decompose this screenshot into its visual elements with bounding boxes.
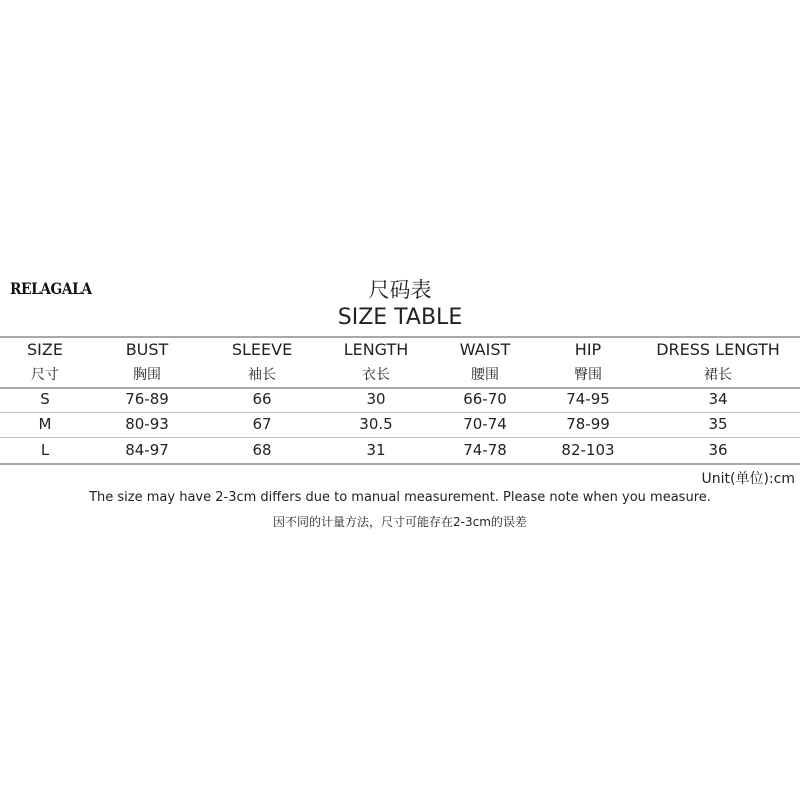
cell-bust: 76-89	[125, 390, 169, 408]
cell-length: 30	[366, 390, 386, 408]
header-size-cn: 尺寸	[31, 367, 59, 383]
cell-size: M	[38, 415, 52, 433]
brand-logo: RELAGALA	[10, 279, 92, 298]
header-dress-length: DRESS LENGTH	[656, 340, 780, 359]
header-hip: HIP	[574, 340, 602, 359]
header-bust: BUST	[125, 340, 169, 359]
header-dress-length-cn: 裙长	[704, 367, 732, 383]
cell-size: S	[40, 390, 50, 408]
header-size: SIZE	[27, 340, 63, 359]
measurement-note: The size may have 2-3cm differs due to manual measurement. Please note when you measure.	[89, 490, 711, 505]
measurement-note-chinese: 因不同的计量方法，尺寸可能存在2-3cm的误差	[273, 515, 527, 529]
cell-waist: 74-78	[463, 441, 507, 459]
cell-dress-length: 35	[708, 415, 728, 433]
cell-dress-length: 36	[708, 441, 728, 459]
header-hip-cn: 臀围	[574, 367, 602, 383]
cell-bust: 84-97	[125, 441, 169, 459]
cell-hip: 82-103	[561, 441, 615, 459]
table-header-divider	[0, 387, 800, 389]
cell-sleeve: 67	[252, 415, 272, 433]
header-waist-cn: 腰围	[471, 367, 499, 383]
cell-hip: 74-95	[566, 390, 610, 408]
cell-sleeve: 68	[252, 441, 272, 459]
table-top-border	[0, 336, 800, 338]
header-sleeve-cn: 袖长	[248, 367, 276, 383]
cell-waist: 70-74	[463, 415, 507, 433]
cell-waist: 66-70	[463, 390, 507, 408]
header-waist: WAIST	[459, 340, 511, 359]
cell-bust: 80-93	[125, 415, 169, 433]
header-sleeve: SLEEVE	[231, 340, 293, 359]
page-title: SIZE TABLE	[337, 305, 463, 330]
cell-dress-length: 34	[708, 390, 728, 408]
row-divider	[0, 437, 800, 438]
cell-hip: 78-99	[566, 415, 610, 433]
header-length-cn: 衣长	[362, 367, 390, 383]
cell-length: 31	[366, 441, 386, 459]
table-bottom-border	[0, 463, 800, 465]
cell-sleeve: 66	[252, 390, 272, 408]
cell-size: L	[40, 441, 50, 459]
cell-length: 30.5	[359, 415, 393, 433]
row-divider	[0, 412, 800, 413]
page-title-chinese: 尺码表	[368, 278, 432, 302]
header-bust-cn: 胸围	[133, 367, 161, 383]
header-length: LENGTH	[343, 340, 409, 359]
unit-label: Unit(单位):cm	[701, 471, 795, 487]
